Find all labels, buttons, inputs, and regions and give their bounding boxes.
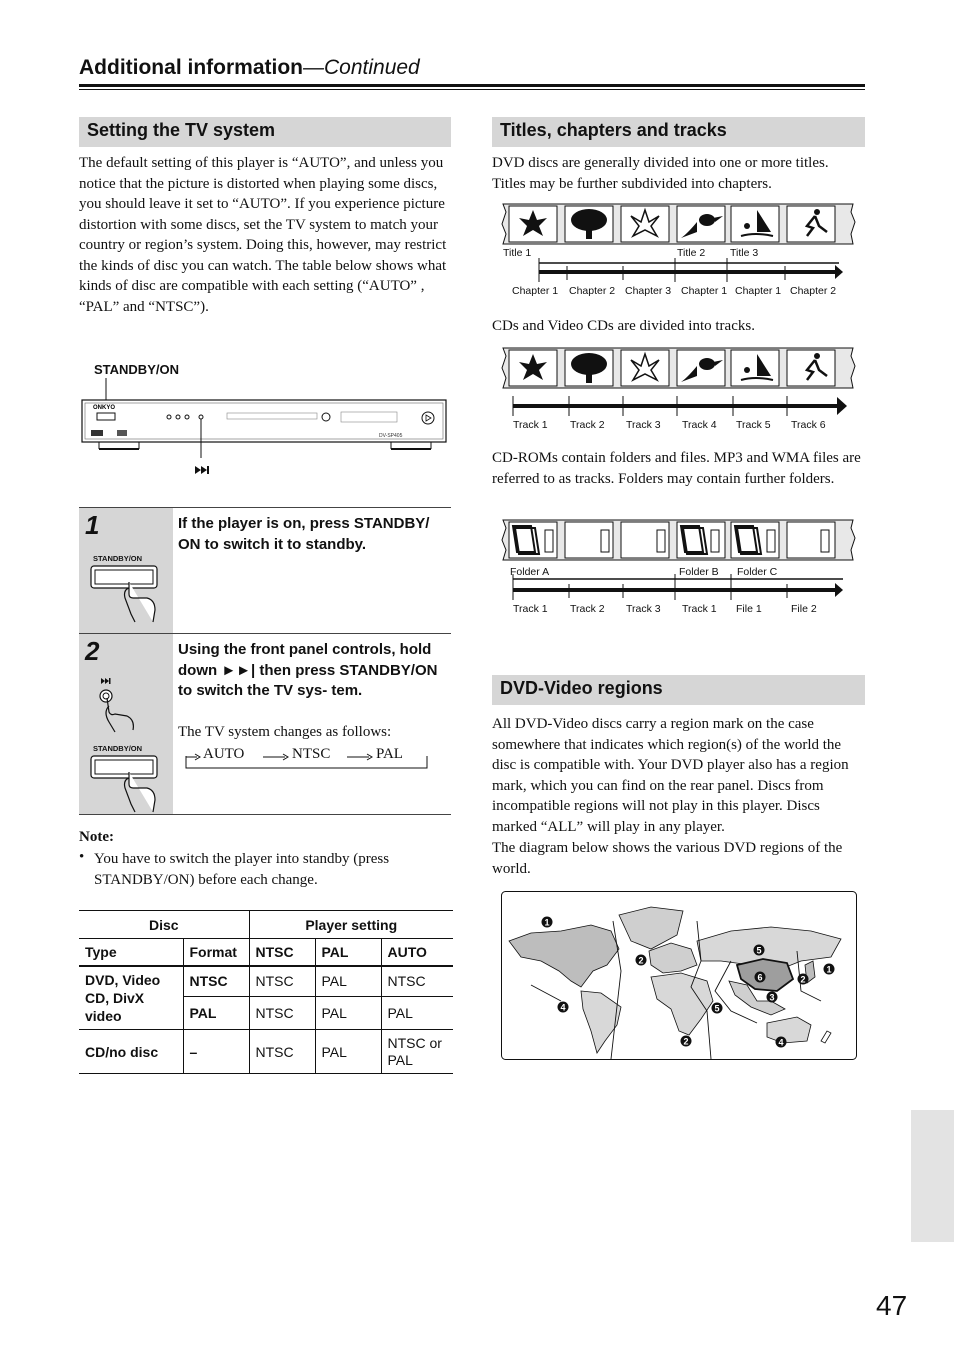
note-bullet: • <box>79 849 85 865</box>
cd-track-diagram <box>501 346 857 436</box>
regions-body-1: All DVD-Video discs carry a region mark on the case somewhere that indicates which region(s) of the world the disc is compatible with. Your DVD player also has a region mark, which you can find on the rear panel. Discs from incompatible regions will not play in this player. Discs marked “ALL” will play in any player. <box>492 716 849 835</box>
table-row <box>79 966 453 997</box>
tv-system-cycle <box>185 748 430 774</box>
table-cell: NTSC <box>183 966 249 997</box>
table-cell: PAL <box>183 997 249 1030</box>
track-label: Track 1 <box>513 419 548 431</box>
table-cell: – <box>183 1030 249 1074</box>
track-label: Track 6 <box>791 419 826 431</box>
cycle-ntsc: NTSC <box>292 746 331 762</box>
regions-body-2: The diagram below shows the various DVD regions of the world. <box>492 840 843 877</box>
col-auto: AUTO <box>387 943 427 960</box>
region-marker-number: 6 <box>757 972 763 983</box>
track-label: Track 2 <box>570 419 605 431</box>
folder-label: Folder B <box>679 566 719 578</box>
file-icon <box>545 530 553 552</box>
disc-header: Disc <box>79 911 249 939</box>
region-marker-number: 5 <box>714 1003 720 1014</box>
step-1-instruction: If the player is on, press STANDBY/ ON to switch it to standby. <box>178 515 430 553</box>
file-label: File 2 <box>791 603 817 615</box>
standby-button-label: STANDBY/ON <box>93 554 143 563</box>
title-label: Title 1 <box>503 247 532 259</box>
cd-intro: CDs and Video CDs are divided into tracks. <box>492 318 755 334</box>
player-front-panel-diagram <box>79 378 451 478</box>
skip-button-press-icon <box>97 672 157 734</box>
dvd-region-world-map <box>501 891 857 1060</box>
title-label: Title 2 <box>677 247 706 259</box>
rom-intro: CD-ROMs contain folders and files. MP3 and WMA files are referred to as tracks. Folders may contain further folders. <box>492 450 861 487</box>
side-tab <box>911 1110 954 1242</box>
col-format: Format <box>183 939 249 966</box>
file-icon <box>657 530 665 552</box>
region-marker-number: 4 <box>560 1002 566 1013</box>
file-label: File 1 <box>736 603 762 615</box>
disc-settings-table <box>79 910 453 1074</box>
page-title: Additional information—Continued <box>79 56 420 79</box>
dvd-title-chapter-diagram <box>501 202 857 302</box>
col-type: Type <box>79 939 183 966</box>
region-marker-number: 2 <box>638 955 644 966</box>
region-marker-number: 1 <box>544 917 550 928</box>
diagram-standby-label: STANDBY/ON <box>94 362 179 377</box>
step-number: 1 <box>85 510 100 540</box>
region-marker-number: 3 <box>769 992 775 1003</box>
table-cell: PAL <box>315 997 381 1030</box>
table-row <box>79 1030 453 1074</box>
table-cell: NTSC or PAL <box>387 1034 442 1068</box>
table-cell: NTSC <box>249 1030 315 1074</box>
standby-button-label: STANDBY/ON <box>93 744 143 753</box>
table-cell: PAL <box>315 1030 381 1074</box>
table-cell: PAL <box>387 1005 413 1021</box>
cycle-auto: AUTO <box>203 746 245 762</box>
step-1 <box>79 507 451 633</box>
folder-label: Folder C <box>737 566 778 578</box>
header-rule <box>79 84 865 87</box>
cycle-pal: PAL <box>376 746 403 762</box>
chapter-label: Chapter 1 <box>681 285 728 297</box>
page-number: 47 <box>876 1290 908 1321</box>
tv-system-body: The default setting of this player is “AUTO”, and unless you notice that the picture is distorted when playing some discs, you should leave it set to “AUTO”. If you experience picture distortion with some discs, set the TV system to match your country or region’s system. Doing this, however, may restrict the kinds of disc you can watch. The table below shows what kinds of disc are compatible with each setting (“AUTO” , “PAL” and “NTSC”). <box>79 155 447 315</box>
header-rule-thin <box>79 89 865 90</box>
file-icon <box>821 530 829 552</box>
note-item: You have to switch the player into standby (press STANDBY/ON) before each change. <box>94 851 390 888</box>
table-cell: NTSC <box>249 997 315 1030</box>
note-title: Note: <box>79 829 114 845</box>
step-2-instruction: Using the front panel controls, hold down ►►| then press STANDBY/ON to switch the TV sys- tem. <box>178 641 438 699</box>
track-label: Track 3 <box>626 419 661 431</box>
folder-icon <box>513 526 539 554</box>
table-cell: NTSC <box>387 973 426 990</box>
regions-heading: DVD-Video regions <box>492 675 865 705</box>
track-label: Track 5 <box>736 419 771 431</box>
table-header-row <box>79 911 453 939</box>
table-cell: CD/no disc <box>79 1030 183 1074</box>
standby-button-press-icon <box>89 564 169 624</box>
steps-box <box>79 507 451 815</box>
chapter-label: Chapter 2 <box>790 285 837 297</box>
standby-button-press-icon <box>89 754 169 814</box>
region-marker-number: 2 <box>800 974 806 985</box>
region-marker-number: 4 <box>778 1037 784 1048</box>
title-label: Title 3 <box>730 247 759 259</box>
chapter-label: Chapter 3 <box>625 285 672 297</box>
track-label: Track 1 <box>513 603 548 615</box>
tv-system-heading: Setting the TV system <box>79 117 451 147</box>
step-2-text: The TV system changes as follows: <box>178 724 392 740</box>
track-label: Track 3 <box>626 603 661 615</box>
skip-forward-icon <box>195 466 207 474</box>
brand-label: ONKYO <box>93 405 116 411</box>
chapter-label: Chapter 1 <box>512 285 559 297</box>
table-cell: NTSC <box>249 966 315 997</box>
track-label: Track 2 <box>570 603 605 615</box>
folder-label: Folder A <box>510 566 550 578</box>
track-label: Track 4 <box>682 419 717 431</box>
track-label: Track 1 <box>682 603 717 615</box>
chapter-label: Chapter 1 <box>735 285 782 297</box>
file-icon <box>711 530 719 552</box>
folder-icon <box>735 526 761 554</box>
col-ntsc: NTSC <box>249 939 315 966</box>
col-pal: PAL <box>315 939 381 966</box>
step-2 <box>79 633 451 815</box>
player-setting-header: Player setting <box>249 911 453 939</box>
step-number: 2 <box>85 636 100 666</box>
region-marker-number: 5 <box>756 945 762 956</box>
region-marker-number: 2 <box>683 1036 689 1047</box>
page-header <box>79 56 865 80</box>
table-cell: PAL <box>315 966 381 997</box>
folder-icon <box>681 526 707 554</box>
chapter-label: Chapter 2 <box>569 285 616 297</box>
svg-text:DV-SP405: DV-SP405 <box>379 433 403 439</box>
type-dvd: DVD, Video CD, DivX video <box>79 966 183 1030</box>
titles-intro: DVD discs are generally divided into one or more titles. Titles may be further subdivided into chapters. <box>492 155 829 192</box>
region-marker-number: 1 <box>826 964 832 975</box>
table-subheader-row <box>79 939 453 966</box>
file-icon <box>767 530 775 552</box>
titles-heading: Titles, chapters and tracks <box>492 117 865 147</box>
cdrom-folder-diagram <box>501 518 857 618</box>
file-icon <box>601 530 609 552</box>
